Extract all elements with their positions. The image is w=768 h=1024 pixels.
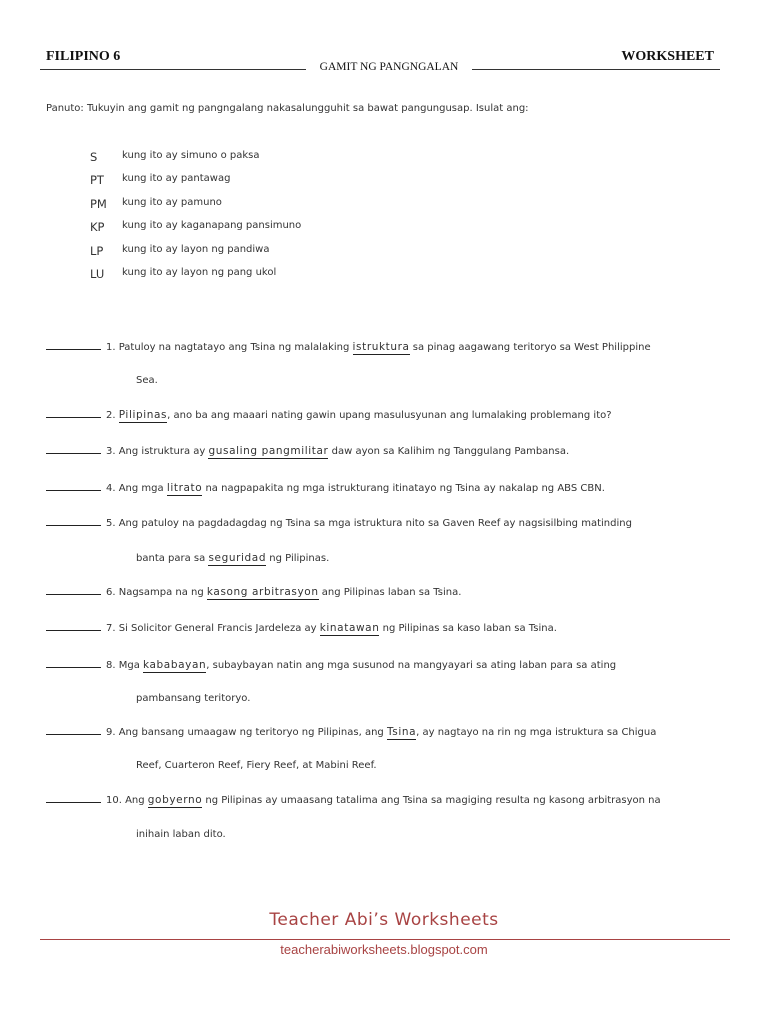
question-3	[46, 445, 569, 457]
legend-code: KP	[90, 220, 105, 235]
legend-row	[90, 150, 301, 173]
underlined-noun: kababayan	[143, 659, 207, 671]
underlined-noun: kasong arbitrasyon	[206, 586, 319, 598]
legend-code: PT	[90, 173, 104, 188]
underlined-noun: litrato	[166, 482, 203, 494]
question-text: na nagpapakita ng mga istrukturang itinatayo ng Tsina ay nakalap ng ABS CBN.	[202, 483, 605, 494]
question-text: 9. Ang bansang umaagaw ng teritoryo ng Pilipinas, ang	[106, 727, 387, 738]
legend-row	[90, 220, 301, 243]
question-6	[46, 586, 461, 598]
answer-blank[interactable]	[46, 629, 101, 631]
legend-code: PM	[90, 196, 107, 211]
footer-brand: Teacher Abi’s Worksheets	[269, 910, 499, 930]
question-1-continuation: Sea.	[136, 375, 158, 386]
question-text: 3. Ang istruktura ay	[106, 446, 209, 457]
question-text: , subaybayan natin ang mga susunod na mangyayari sa ating laban para sa ating	[206, 660, 617, 671]
underlined-noun: Tsina	[386, 726, 417, 738]
instructions: Panuto: Tukuyin ang gamit ng pangngalang nakasalungguhit sa bawat pangungusap. Isulat ang:	[46, 103, 529, 114]
question-text: ng Pilipinas.	[266, 553, 330, 564]
question-1	[46, 341, 651, 353]
question-text: , ano ba ang maaari nating gawin upang masulusyunan ang lumalaking problemang ito?	[167, 410, 612, 421]
legend-row	[90, 267, 301, 290]
legend-row	[90, 197, 301, 220]
answer-blank[interactable]	[46, 452, 101, 454]
legend-row	[90, 173, 301, 196]
header-rule-right	[472, 69, 720, 70]
legend-desc: kung ito ay layon ng pandiwa	[122, 243, 270, 255]
question-10-continuation: inihain laban dito.	[136, 829, 226, 840]
question-text: , ay nagtayo na rin ng mga istruktura sa Chigua	[416, 727, 657, 738]
question-9-continuation: Reef, Cuarteron Reef, Fiery Reef, at Mabini Reef.	[136, 760, 377, 771]
legend-desc: kung ito ay simuno o paksa	[122, 150, 260, 161]
question-text: banta para sa	[136, 553, 209, 564]
underlined-noun: istruktura	[352, 341, 410, 353]
legend-row	[90, 244, 301, 267]
question-text: 7. Si Solicitor General Francis Jardeleza ay	[106, 623, 320, 634]
question-text: 4. Ang mga	[106, 483, 167, 494]
question-text: ng Pilipinas ay umaasang tatalima ang Tsina sa magiging resulta ng kasong arbitrasyon na	[202, 795, 661, 806]
legend-desc: kung ito ay kaganapang pansimuno	[122, 220, 302, 232]
worksheet-title: GAMIT NG PANGNGALAN	[319, 61, 459, 73]
answer-blank[interactable]	[46, 524, 101, 526]
legend-desc: kung ito ay layon ng pang ukol	[122, 266, 277, 278]
legend-code: S	[90, 150, 98, 164]
footer-url: teacherabiworksheets.blogspot.com	[280, 942, 488, 957]
underlined-noun: gusaling pangmilitar	[208, 445, 329, 457]
question-7	[46, 622, 557, 634]
answer-blank[interactable]	[46, 593, 101, 595]
question-9	[46, 726, 656, 738]
answer-key-legend	[90, 150, 301, 290]
question-text: sa pinag aagawang teritoryo sa West Philippine	[409, 342, 651, 353]
question-5	[46, 518, 632, 529]
answer-blank[interactable]	[46, 666, 101, 668]
answer-blank[interactable]	[46, 348, 101, 350]
header-rule-left	[40, 69, 306, 70]
question-text: 8. Mga	[106, 660, 144, 671]
legend-code: LU	[90, 266, 105, 281]
question-10	[46, 794, 661, 806]
answer-blank[interactable]	[46, 801, 101, 803]
question-text: 2.	[106, 410, 119, 421]
answer-blank[interactable]	[46, 489, 101, 491]
question-text: 5. Ang patuloy na pagdadagdag ng Tsina sa mga istruktura nito sa Gaven Reef ay nagsisilbing matinding	[106, 518, 632, 529]
legend-desc: kung ito ay pamuno	[122, 196, 222, 208]
worksheet-header	[40, 46, 720, 78]
underlined-noun: seguridad	[208, 552, 267, 564]
question-8	[46, 659, 616, 671]
question-text: 6. Nagsampa na ng	[106, 587, 207, 598]
question-text: ang Pilipinas laban sa Tsina.	[318, 587, 462, 598]
answer-blank[interactable]	[46, 416, 101, 418]
footer-rule	[40, 939, 730, 940]
underlined-noun: Pilipinas	[118, 409, 168, 421]
question-4	[46, 482, 605, 494]
worksheet-label: WORKSHEET	[621, 49, 714, 64]
question-text: 1. Patuloy na nagtatayo ang Tsina ng malalaking	[106, 342, 353, 353]
question-text: daw ayon sa Kalihim ng Tanggulang Pambansa.	[328, 446, 570, 457]
question-text: 10. Ang	[106, 795, 148, 806]
legend-code: LP	[90, 243, 104, 258]
question-5-continuation	[136, 552, 329, 564]
underlined-noun: kinatawan	[319, 622, 380, 634]
underlined-noun: gobyerno	[147, 794, 203, 806]
answer-blank[interactable]	[46, 733, 101, 735]
question-2	[46, 409, 612, 421]
question-8-continuation: pambansang teritoryo.	[136, 693, 251, 704]
subject-label: FILIPINO 6	[46, 49, 121, 64]
legend-desc: kung ito ay pantawag	[122, 173, 231, 185]
question-text: ng Pilipinas sa kaso laban sa Tsina.	[379, 623, 557, 634]
